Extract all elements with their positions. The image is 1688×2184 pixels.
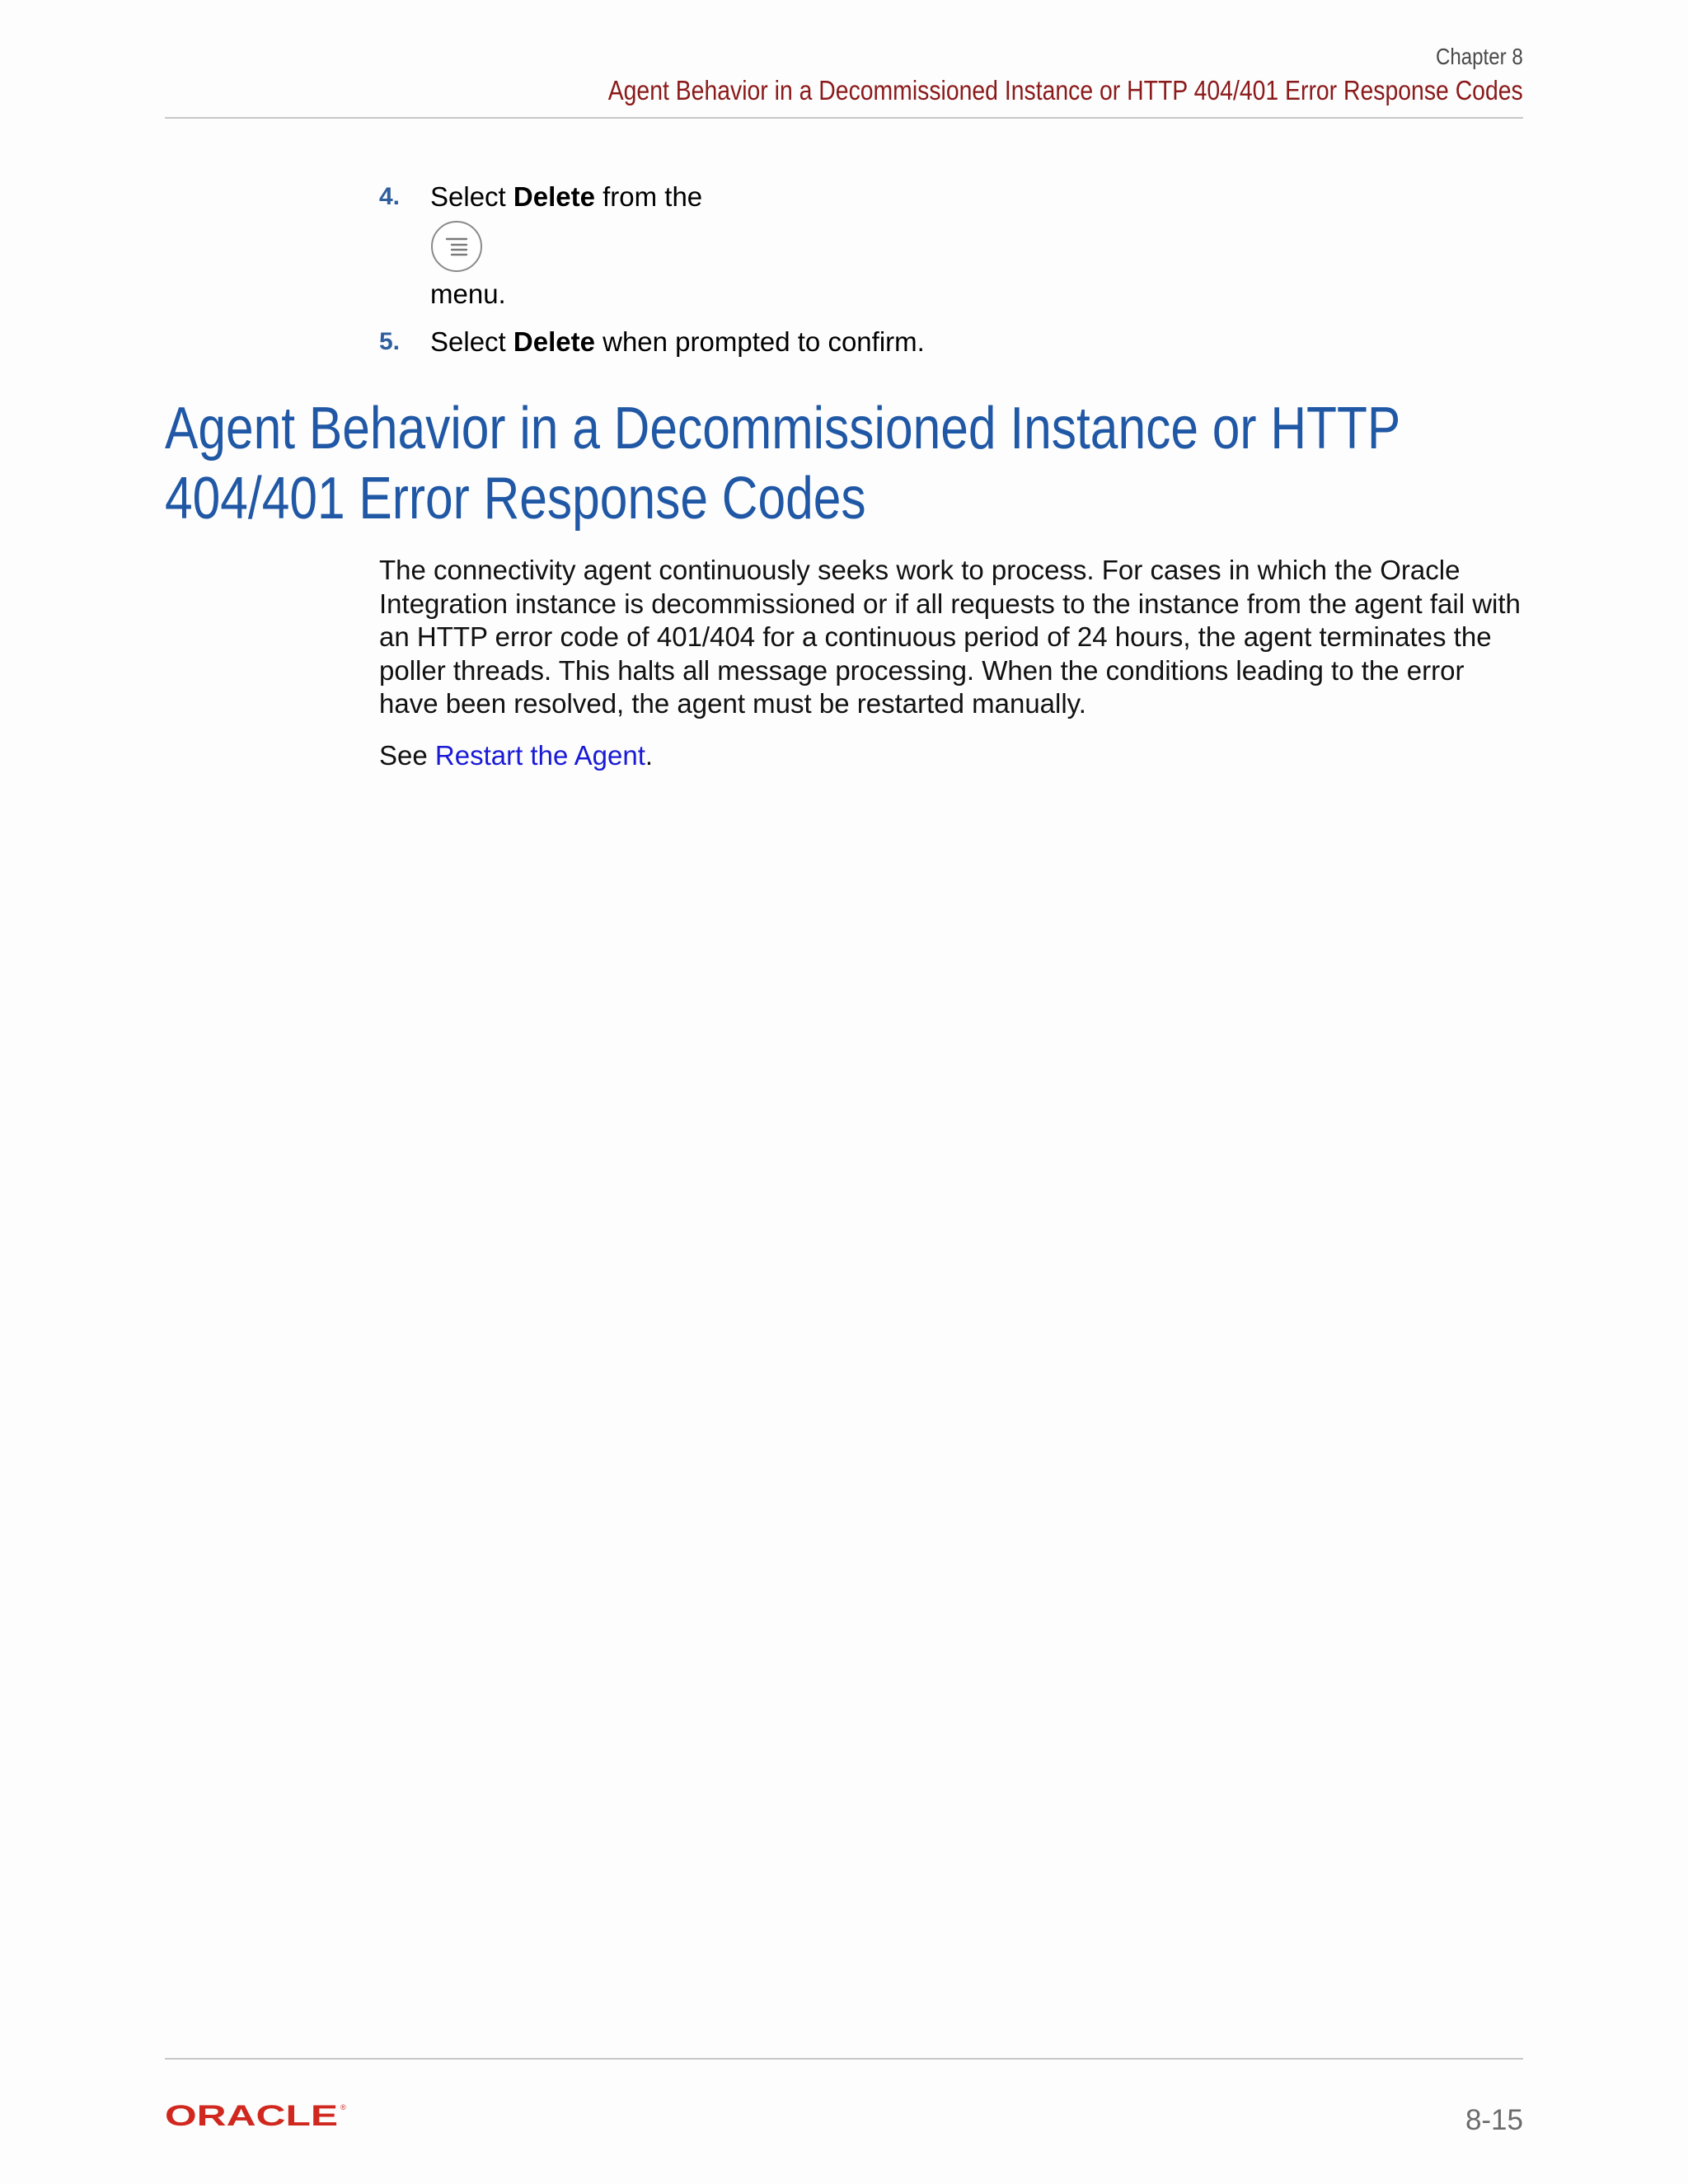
step-text bbox=[430, 177, 1525, 217]
footer-divider bbox=[165, 2058, 1523, 2060]
section-body bbox=[379, 554, 1529, 790]
oracle-logo-text: ORACLE bbox=[165, 2102, 338, 2128]
step-text bbox=[430, 322, 1525, 362]
step-text-pre: Select bbox=[430, 326, 513, 357]
page-number: 8-15 bbox=[1465, 2104, 1523, 2136]
running-section-title: Agent Behavior in a Decommissioned Instance or HTTP 404/401 Error Response Codes bbox=[607, 75, 1523, 105]
section-heading bbox=[165, 394, 1525, 534]
step-list bbox=[379, 177, 1525, 370]
oracle-logo bbox=[165, 2102, 348, 2128]
hamburger-menu-icon bbox=[430, 220, 483, 273]
section-heading-line1: Agent Behavior in a Decommissioned Instance or HTTP bbox=[165, 396, 1401, 462]
body-paragraph: The connectivity agent continuously seeks work to process. For cases in which the Oracle Integration instance is decommissioned or if all requests to the instance from the agent fail with an HTTP error code of 401/404 for a continuous period of 24 hours, the agent terminates the poller threads. This halts all message processing. When the conditions leading to the error have been resolved, the agent must be restarted manually. bbox=[379, 555, 1521, 719]
step-number: 4. bbox=[379, 183, 401, 210]
see-suffix: . bbox=[645, 739, 654, 771]
see-also-paragraph bbox=[379, 739, 1529, 773]
step-text-pre: Select bbox=[430, 181, 513, 212]
step-text-after-icon: menu. bbox=[430, 279, 506, 309]
chapter-label: Chapter 8 bbox=[1436, 44, 1523, 69]
step-number: 5. bbox=[379, 328, 401, 355]
step-bold-term: Delete bbox=[513, 326, 595, 357]
step-item bbox=[379, 322, 1525, 362]
section-heading-line2: 404/401 Error Response Codes bbox=[165, 466, 866, 532]
restart-agent-link[interactable]: Restart the Agent bbox=[434, 739, 645, 771]
step-bold-term: Delete bbox=[513, 181, 595, 212]
header-divider bbox=[165, 117, 1523, 119]
step-item bbox=[379, 177, 1525, 314]
svg-text:®: ® bbox=[340, 2103, 346, 2111]
step-text-post: from the bbox=[594, 181, 703, 212]
step-text-post: when prompted to confirm. bbox=[594, 326, 925, 357]
running-header bbox=[459, 41, 1523, 109]
see-prefix: See bbox=[379, 739, 435, 771]
